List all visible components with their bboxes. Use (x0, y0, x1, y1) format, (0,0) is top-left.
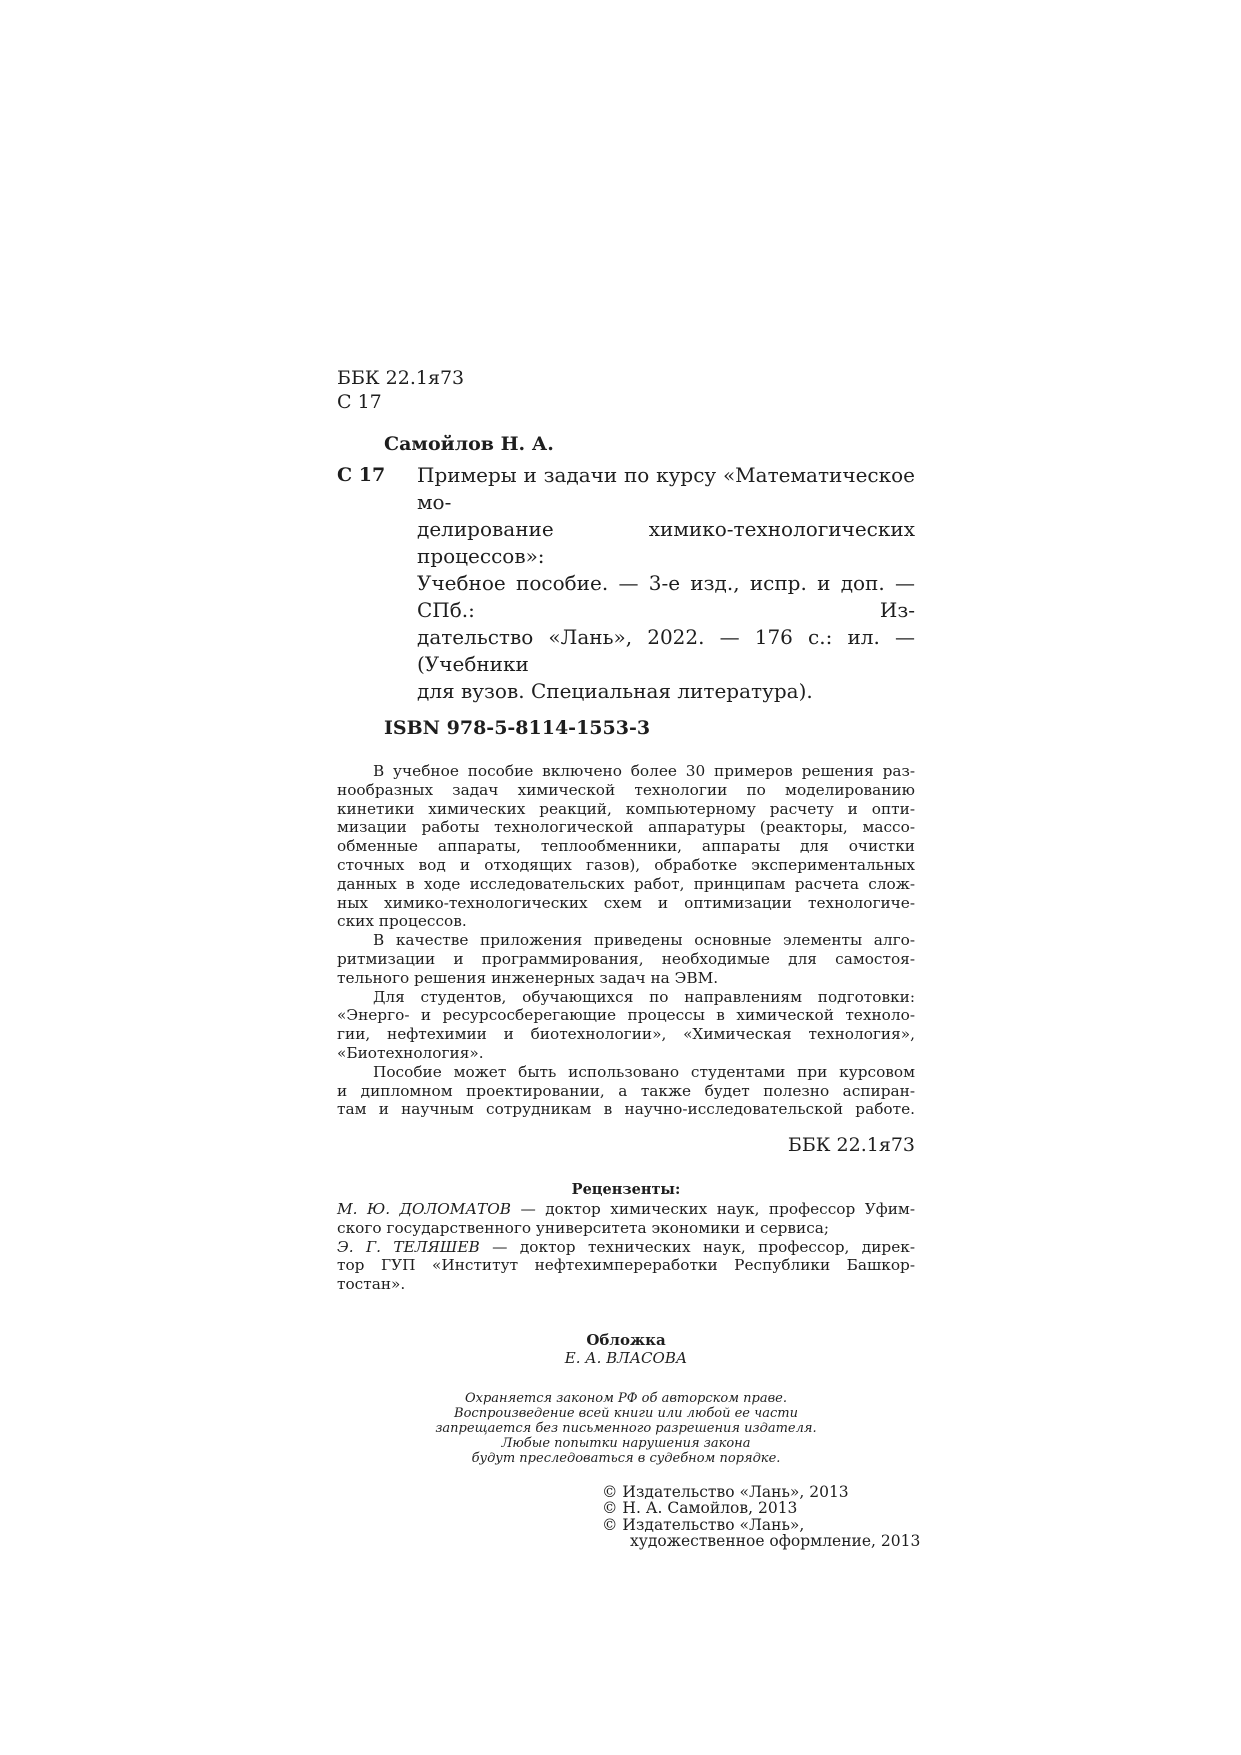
entry-line: дательство «Лань», 2022. — 176 с.: ил. — (Учебники (417, 625, 915, 676)
cover-label: Обложка (586, 1330, 666, 1349)
annotation-line: ритмизации и программирования, необходимые для самостоя- (337, 949, 915, 968)
reviewer-line: ского государственного университета экономики и сервиса; (337, 1218, 830, 1237)
annotation-line: сточных вод и отходящих газов), обработке экспериментальных (337, 855, 915, 874)
bibliographic-entry (337, 462, 915, 705)
reviewer-name: Э. Г. ТЕЛЯШЕВ (337, 1237, 480, 1256)
annotation-line: В учебное пособие включено более 30 примеров решения раз- (373, 762, 915, 780)
reviewer-name: М. Ю. ДОЛОМАТОВ (337, 1199, 512, 1218)
author-name: Самойлов Н. А. (384, 433, 554, 455)
author-mark: С 17 (337, 391, 382, 413)
annotation-line: там и научным сотрудникам в научно-исследовательской работе. (337, 1100, 915, 1119)
annotation-line: «Энерго- и ресурсосберегающие процессы в химической техноло- (337, 1006, 915, 1025)
copyright-lines (602, 1482, 921, 1551)
annotation-line: тельного решения инженерных задач на ЭВМ. (337, 968, 719, 987)
reviewer-line: тор ГУП «Институт нефтехимпереработки Республики Башкор- (337, 1256, 915, 1275)
annotation-line: Для студентов, обучающихся по направлениям подготовки: (373, 987, 915, 1006)
entry-line: Примеры и задачи по курсу «Математическое мо- (417, 463, 915, 514)
annotation-line: Пособие может быть использовано студентами при курсовом (373, 1062, 915, 1081)
annotation-line: В качестве приложения приведены основные элементы алго- (373, 931, 915, 950)
notice-line: Воспроизведение всей книги или любой ее части (454, 1405, 798, 1421)
bbk-code-bottom: ББК 22.1я73 (787, 1134, 915, 1157)
cover-artist: Е. А. ВЛАСОВА (564, 1348, 688, 1367)
annotation-line: данных в ходе исследовательских работ, принципам расчета слож- (337, 874, 915, 893)
annotation-line: «Биотехнология». (337, 1043, 484, 1062)
notice-line: Любые попытки нарушения закона (501, 1435, 751, 1451)
notice-line: Охраняется законом РФ об авторском праве. (465, 1390, 787, 1406)
copyright-notice (337, 1391, 915, 1466)
cover-credit (337, 1331, 915, 1367)
entry-author-mark: С 17 (337, 464, 386, 486)
reviewers-heading: Рецензенты: (571, 1181, 681, 1199)
bbk-code: ББК 22.1я73 (337, 367, 465, 389)
reviewer-credentials: — доктор технических наук, профессор, дирек- (479, 1237, 915, 1256)
entry-line: Учебное пособие. — 3-е изд., испр. и доп. — СПб.: Из- (417, 571, 915, 622)
classification-codes (337, 366, 915, 414)
reviewer-line (337, 1200, 915, 1219)
imprint-page (337, 366, 921, 1551)
notice-line: запрещается без письменного разрешения издателя. (435, 1420, 817, 1436)
annotation-line: ских процессов. (337, 912, 467, 931)
copyright-line: © Издательство «Лань», 2013 (602, 1482, 849, 1501)
reviewers (337, 1181, 915, 1294)
annotation-line: и дипломном проектировании, а также будет полезно аспиран- (337, 1081, 915, 1100)
entry-line: делирование химико-технологических процессов»: (417, 517, 915, 568)
notice-line: будут преследоваться в судебном порядке. (471, 1450, 781, 1466)
isbn: ISBN 978-5-8114-1553-3 (384, 717, 651, 739)
annotation (337, 762, 915, 1119)
annotation-line: ных химико-технологических схем и оптимизации технологиче- (337, 893, 915, 912)
reviewer-credentials: — доктор химических наук, профессор Уфим- (511, 1199, 915, 1218)
annotation-line: гии, нефтехимии и биотехнологии», «Химическая технология», (337, 1025, 915, 1044)
copyright-line: художественное оформление, 2013 (630, 1532, 921, 1551)
annotation-line: мизации работы технологической аппаратуры (реакторы, массо- (337, 818, 915, 837)
annotation-line: нообразных задач химической технологии по моделированию (337, 780, 915, 799)
annotation-line: кинетики химических реакций, компьютерному расчету и опти- (337, 799, 915, 818)
entry-line: для вузов. Специальная литература). (417, 679, 813, 703)
copyright-line: © Н. А. Самойлов, 2013 (602, 1499, 798, 1518)
annotation-line: обменные аппараты, теплообменники, аппараты для очистки (337, 837, 915, 856)
reviewer-line: тостан». (337, 1275, 406, 1294)
copyright-line: © Издательство «Лань», (602, 1515, 805, 1534)
entry-description (417, 462, 915, 705)
reviewer-line (337, 1238, 915, 1257)
